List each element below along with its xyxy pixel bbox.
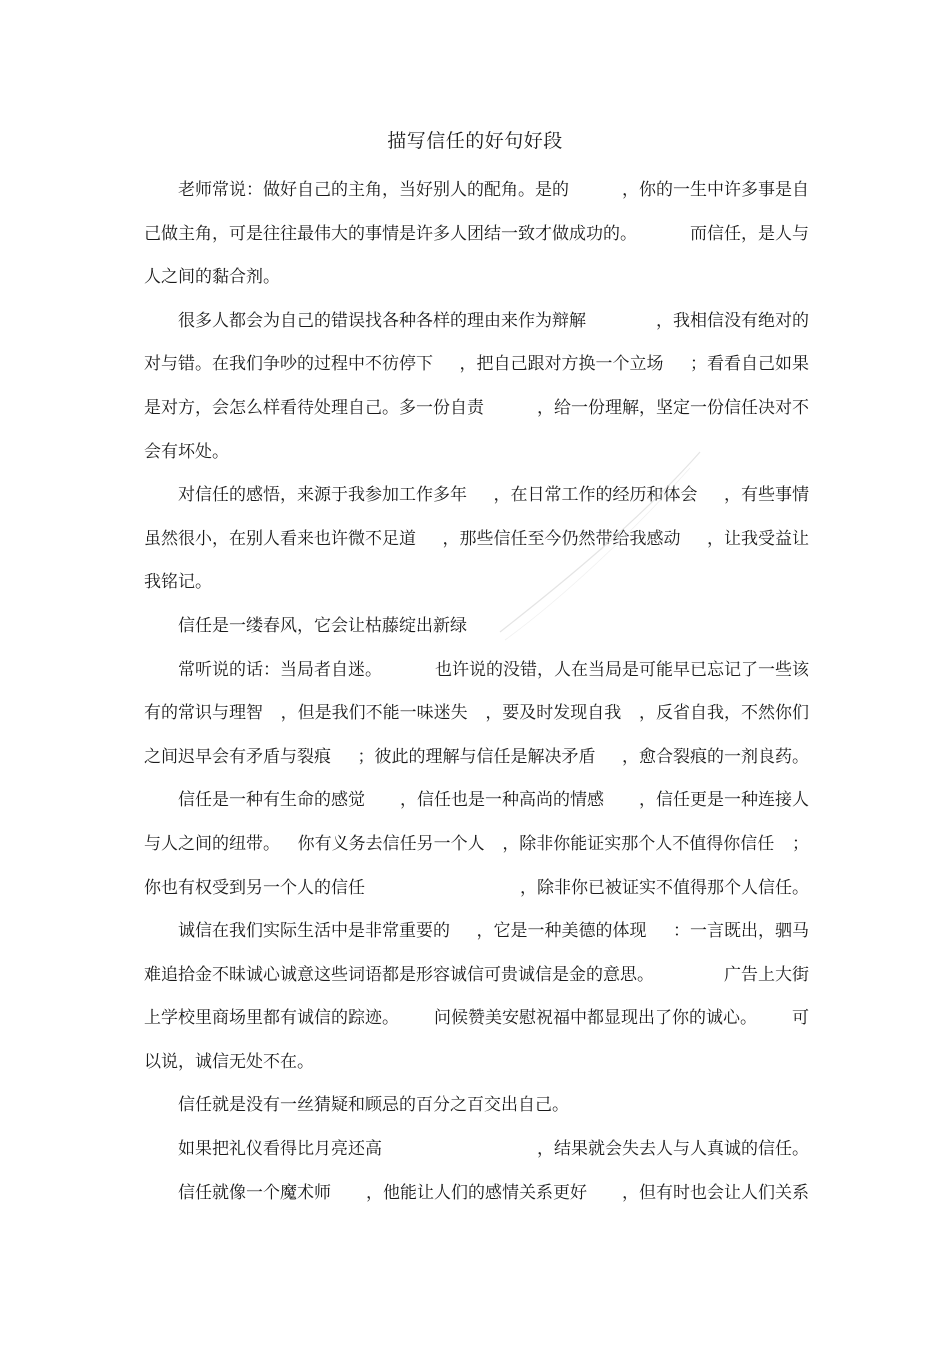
text-segment: ：一言既出，驷马 (673, 921, 809, 942)
text-segment: 你有义务去信任另一个人 (297, 833, 485, 854)
text-segment: 有的常识与理智 (144, 703, 263, 724)
text-line (144, 699, 809, 743)
text-line (144, 961, 809, 1005)
document-body (144, 176, 809, 1222)
text-line (144, 307, 809, 351)
text-line (144, 525, 809, 569)
text-segment: 之间迟早会有矛盾与裂痕 (144, 746, 331, 767)
text-segment: 信任就像一个魔术师 (178, 1182, 331, 1203)
text-line (144, 1179, 809, 1223)
text-segment: 会有坏处。 (144, 441, 229, 462)
text-line (144, 350, 809, 394)
text-segment: 问候赞美安慰祝福中都显现出了你的诚心。 (434, 1008, 757, 1029)
text-segment: ，信任更是一种连接人 (639, 790, 809, 811)
text-segment: ，要及时发现自我 (485, 703, 622, 724)
text-segment: ，除非你能证实那个人不值得你信任 (502, 833, 775, 854)
text-segment: 你也有权受到另一个人的信任 (144, 877, 365, 898)
text-segment: ，反省自我，不然你们 (638, 703, 809, 724)
text-segment: 己做主角，可是往往最伟大的事情是许多人团结一致才做成功的。 (144, 223, 637, 244)
text-segment: ，你的一生中许多事是自 (622, 180, 809, 200)
text-segment: 人之间的黏合剂。 (144, 267, 280, 288)
text-segment: 是对方，会怎么样看待处理自己。多一份自责 (144, 397, 484, 418)
text-line (144, 1135, 809, 1179)
text-line (144, 1048, 809, 1092)
text-line (144, 176, 809, 220)
document-title: 描写信任的好句好段 (387, 130, 563, 152)
text-segment: ； (791, 833, 809, 854)
text-segment: 对信任的感悟，来源于我参加工作多年 (178, 485, 467, 506)
text-segment: ，让我受益让 (707, 528, 809, 549)
text-line (144, 743, 809, 787)
text-segment: 老师常说：做好自己的主角，当好别人的配角。是的 (178, 180, 569, 200)
text-segment: 广告上大街 (724, 964, 809, 985)
text-segment: 难追拾金不昧诚心诚意这些词语都是形容诚信可贵诚信是金的意思。 (144, 964, 654, 985)
text-line (144, 786, 809, 830)
text-segment: 如果把礼仪看得比月亮还高 (178, 1139, 382, 1160)
text-segment: ，他能让人们的感情关系更好 (366, 1182, 587, 1203)
text-segment: ，我相信没有绝对的 (656, 310, 809, 331)
text-segment: ，结果就会失去人与人真诚的信任。 (537, 1139, 809, 1160)
text-segment: ，有些事情 (724, 485, 809, 506)
text-line (144, 1091, 809, 1135)
text-line (144, 830, 809, 874)
text-segment: 与人之间的纽带。 (144, 833, 280, 854)
text-line (144, 656, 809, 700)
text-segment: ，信任也是一种高尚的情感 (400, 790, 604, 811)
text-line (144, 263, 809, 307)
text-segment: 对与错。在我们争吵的过程中不彷停下 (144, 354, 433, 375)
text-segment: ，那些信任至今仍然带给我感动 (442, 528, 681, 549)
text-line (144, 1004, 809, 1048)
text-segment: ；彼此的理解与信任是解决矛盾 (357, 746, 596, 767)
text-segment: ，但是我们不能一味迷失 (280, 703, 468, 724)
text-segment: 信任是一种有生命的感觉 (178, 790, 365, 811)
text-line (144, 438, 809, 482)
text-segment: 常听说的话：当局者自迷。 (178, 659, 382, 680)
text-segment: ，它是一种美德的体现 (476, 921, 647, 942)
text-line (144, 394, 809, 438)
text-segment: 以说，诚信无处不在。 (144, 1051, 314, 1072)
text-segment: 虽然很小，在别人看来也许微不足道 (144, 528, 416, 549)
text-segment: ，除非你已被证实不值得那个人信任。 (520, 877, 809, 898)
text-line (144, 220, 809, 264)
text-line (144, 568, 809, 612)
text-segment: 我铭记。 (144, 572, 212, 593)
text-segment: 也许说的没错，人在当局是可能早已忘记了一些该 (435, 659, 809, 680)
text-segment: 信任是一缕春风，它会让枯藤绽出新绿 (178, 615, 467, 636)
text-segment: ，但有时也会让人们关系 (622, 1182, 809, 1203)
text-segment: 信任就是没有一丝猜疑和顾忌的百分之百交出自己。 (178, 1095, 569, 1116)
text-segment: ；看看自己如果 (690, 354, 809, 375)
text-line (144, 481, 809, 525)
text-line (144, 874, 809, 918)
text-segment: 可 (792, 1008, 809, 1029)
text-segment: 很多人都会为自己的错误找各种各样的理由来作为辩解 (178, 310, 586, 331)
text-segment: ，愈合裂痕的一剂良药。 (622, 746, 809, 767)
text-segment: ，把自己跟对方换一个立场 (459, 354, 664, 375)
text-segment: 诚信在我们实际生活中是非常重要的 (178, 921, 450, 942)
text-segment: 上学校里商场里都有诚信的踪迹。 (144, 1008, 399, 1029)
text-line (144, 612, 809, 656)
text-segment: ，在日常工作的经历和体会 (493, 485, 698, 506)
text-segment: ，给一份理解，坚定一份信任决对不 (537, 397, 809, 418)
text-line (144, 917, 809, 961)
text-segment: 而信任，是人与 (690, 223, 809, 244)
